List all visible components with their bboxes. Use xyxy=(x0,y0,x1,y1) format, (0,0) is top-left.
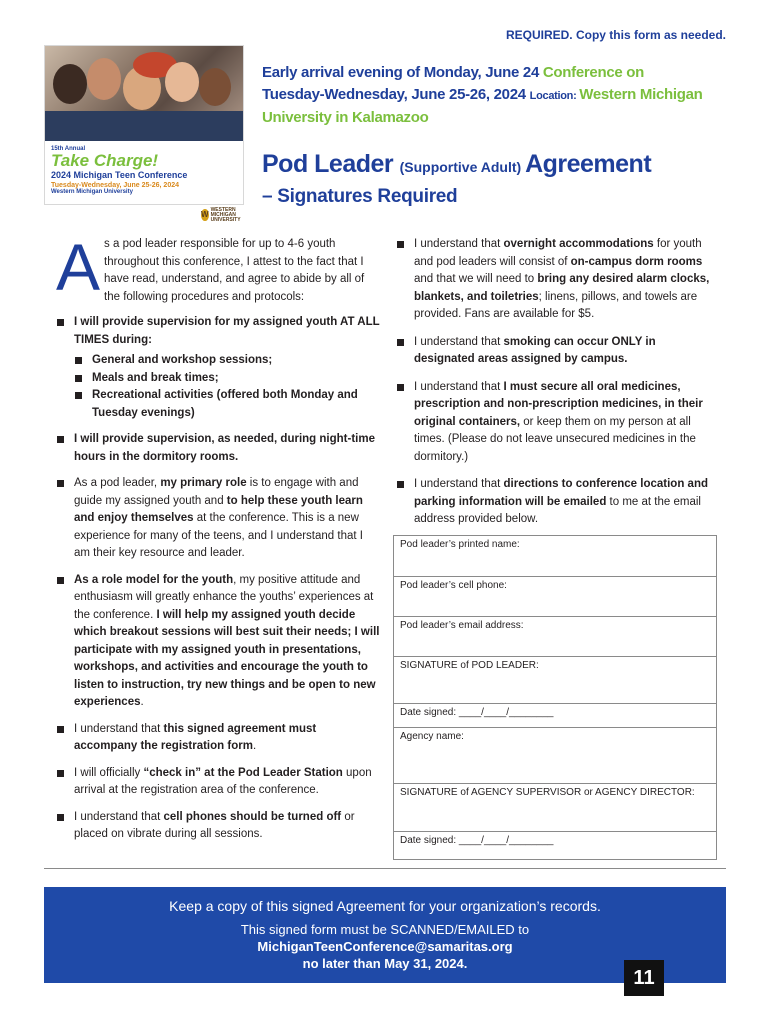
location-label: Location: xyxy=(529,90,580,102)
conference-logo-panel xyxy=(44,45,244,223)
bullet-check-in xyxy=(56,765,380,800)
logo-title: Take Charge! xyxy=(51,151,159,170)
header-location: Western Michigan University in Kalamazoo xyxy=(262,86,703,126)
logo-kicker: 15th Annual xyxy=(51,146,86,152)
text: or placed on vibrate during all sessions. xyxy=(74,810,355,840)
title-signatures-required: – Signatures Required xyxy=(262,186,458,207)
wmu-mark-icon: W xyxy=(201,210,209,219)
text: I understand that xyxy=(414,335,504,348)
text-bold: to help these youth learn and enjoy themselves xyxy=(74,494,363,524)
sub-bullet-recreation: Recreational activities (offered both Monday and Tuesday evenings) xyxy=(74,387,380,422)
intro-text: s a pod leader responsible for up to 4-6 youth throughout this conference, I attest to the fact that I have read, understand, and agree to abide by all of the following procedures and protocols: xyxy=(104,238,365,303)
printed-name-label: Pod leader’s printed name: xyxy=(400,539,520,550)
date-signed-field[interactable] xyxy=(394,704,716,728)
agency-name-label: Agency name: xyxy=(400,731,464,742)
text-bold: As a role model for the youth xyxy=(74,573,234,586)
footer-divider xyxy=(44,868,726,869)
pod-leader-signature-field[interactable] xyxy=(394,657,716,704)
banner-email[interactable]: MichiganTeenConference@samaritas.org xyxy=(257,939,513,954)
page-title xyxy=(262,150,732,179)
banner-deadline: no later than May 31, 2024. xyxy=(302,956,468,971)
logo-dates: Tuesday-Wednesday, June 25-26, 2024 xyxy=(51,182,180,189)
text: I will officially xyxy=(74,766,144,779)
text-bold: my primary role xyxy=(160,477,247,489)
text: or keep them on my person at all times. (Please do not leave unsecured medicines in the dormitory.) xyxy=(414,415,696,463)
agency-name-field[interactable] xyxy=(394,728,716,784)
text: I understand that xyxy=(414,478,504,490)
text: ; linens, pillows, and towels are provided. Fans are available for $5. xyxy=(414,290,698,320)
cell-phone-field[interactable] xyxy=(394,577,716,617)
text: , my positive attitude and enthusiasm will greatly enhance the youths’ experiences at the conference. xyxy=(74,573,374,621)
left-column xyxy=(56,230,380,853)
supervisor-date-field[interactable] xyxy=(394,832,716,861)
date-signed-label: Date signed: ____/____/________ xyxy=(400,707,554,718)
text: . xyxy=(252,740,257,752)
text: at the conference. This is a new experience for many of the teens, and I understand that I am their key resource and leader. xyxy=(74,512,363,559)
logo-subtitle: 2024 Michigan Teen Conference xyxy=(51,170,188,180)
bullet-accommodations xyxy=(396,236,718,324)
text: is to engage with and guide my assigned youth and xyxy=(74,477,359,507)
page-number: 11 xyxy=(624,960,664,996)
text: As a pod leader, xyxy=(74,477,161,489)
supervisor-date-label: Date signed: ____/____/________ xyxy=(400,835,554,846)
conference-header xyxy=(262,62,732,129)
bullet-cell-phones xyxy=(56,809,380,844)
text-bold: on-campus dorm rooms xyxy=(570,255,703,268)
text: I understand that xyxy=(74,810,164,823)
logo-venue: Western Michigan University xyxy=(51,189,133,195)
email-label: Pod leader’s email address: xyxy=(400,620,524,631)
header-part1: Early arrival evening of Monday, June 24 xyxy=(262,64,543,81)
text-bold: overnight accommodations xyxy=(503,238,654,250)
bullet-supervision xyxy=(56,314,380,422)
wmu-logo xyxy=(201,206,241,223)
bullet-smoking xyxy=(396,334,718,369)
cell-phone-label: Pod leader’s cell phone: xyxy=(400,580,507,591)
bullet-role-model xyxy=(56,572,380,712)
bullet-night-text: I will provide supervision, as needed, during night-time hours in the dormitory rooms. xyxy=(74,433,375,463)
intro-paragraph xyxy=(56,230,380,306)
bullet-medicines xyxy=(396,379,718,467)
text: to me at the email address provided below. xyxy=(414,495,701,525)
teen-group-photo xyxy=(45,46,243,141)
text: and that we will need to xyxy=(414,273,538,285)
text-bold: this signed agreement must accompany the registration form xyxy=(74,722,317,752)
bullet-signed-agreement xyxy=(56,721,380,756)
text-bold: bring any desired alarm clocks, blankets, and toiletries xyxy=(414,273,710,303)
header-part3: Tuesday-Wednesday, June 25-26, 2024 xyxy=(262,86,530,103)
text: for youth and pod leaders will consist of xyxy=(414,238,702,268)
text: I understand that xyxy=(74,722,164,735)
text: upon arrival at the registration area of the conference. xyxy=(74,766,372,796)
bullet-supervision-text: I will provide supervision for my assigned youth AT ALL TIMES during: xyxy=(74,316,380,346)
text: . xyxy=(140,696,144,708)
drop-cap: A xyxy=(56,230,101,304)
bullet-primary-role xyxy=(56,475,380,563)
text-bold: “check in” at the Pod Leader Station xyxy=(143,766,343,779)
sub-bullet-sessions: General and workshop sessions; xyxy=(74,352,380,370)
text: I understand that xyxy=(414,380,504,393)
bullet-directions xyxy=(396,476,718,529)
text-bold: smoking can occur ONLY in designated areas assigned by campus. xyxy=(414,335,656,365)
bullet-night-supervision xyxy=(56,431,380,466)
text-bold: directions to conference location and parking information will be emailed xyxy=(414,478,708,508)
signature-form xyxy=(393,535,717,860)
title-paren: (Supportive Adult) xyxy=(399,159,526,175)
title-main1: Pod Leader xyxy=(262,150,400,178)
required-note: REQUIRED. Copy this form as needed. xyxy=(505,28,726,42)
signature-label: SIGNATURE of POD LEADER: xyxy=(400,660,539,671)
text-bold: I must secure all oral medicines, prescription and non-prescription medicines, in their original containers, xyxy=(414,380,703,428)
text-bold: cell phones should be turned off xyxy=(163,810,342,823)
supervisor-signature-label: SIGNATURE of AGENCY SUPERVISOR or AGENCY DIRECTOR: xyxy=(400,787,695,798)
header-part2: Conference on xyxy=(542,64,644,81)
printed-name-field[interactable] xyxy=(394,536,716,577)
title-main2: Agreement xyxy=(525,150,652,178)
right-column xyxy=(396,236,718,539)
text: I understand that xyxy=(414,238,504,250)
banner-line1: Keep a copy of this signed Agreement for your organization’s records. xyxy=(169,898,601,914)
banner-line2: This signed form must be SCANNED/EMAILED to xyxy=(240,922,530,937)
wmu-text: WESTERN MICHIGAN UNIVERSITY xyxy=(210,206,241,223)
email-field[interactable] xyxy=(394,617,716,657)
supervisor-signature-field[interactable] xyxy=(394,784,716,832)
text-bold: I will help my assigned youth decide which breakout sessions will best suit their needs; I will participate with my assigned youth in presentations, workshops, and activities and encourage the youth to listen to instruction, try new things and be open to new experiences xyxy=(74,608,380,708)
sub-bullet-meals: Meals and break times; xyxy=(74,370,380,388)
